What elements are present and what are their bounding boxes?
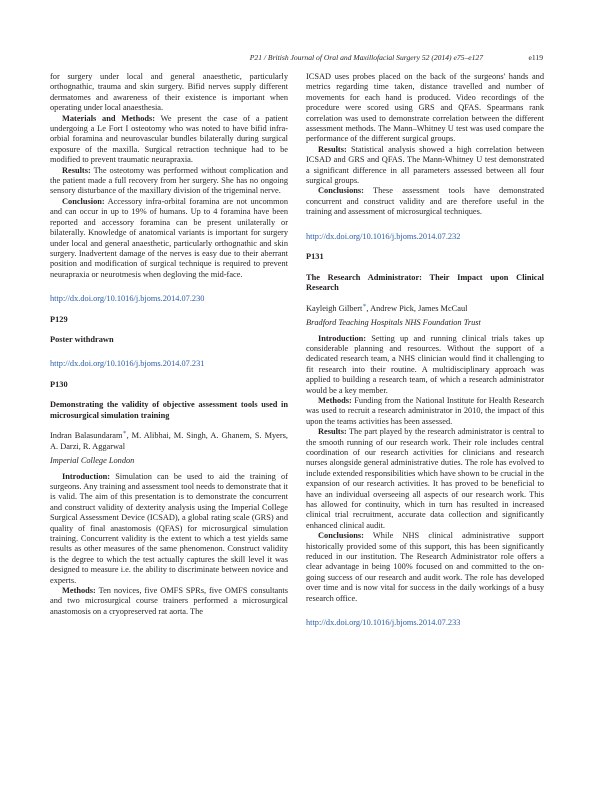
section-text: Funding from the National Institute for Health Research was used to recruit a research administrator in 2010, the impact of this upon the teams activities has been assessed. (306, 395, 544, 426)
section-label: Conclusions: (318, 186, 364, 196)
section-label: Conclusions: (318, 531, 364, 541)
affiliation: Bradford Teaching Hospitals NHS Foundation Trust (306, 318, 481, 328)
results-paragraph (306, 145, 544, 187)
author-names-rest: , Andrew Pick, James McCaul (366, 303, 468, 313)
author-names-rest: , M. Alibhai, M. Singh, A. Ghanem, S. Myers, A. Darzi, R. Aggarwal (50, 431, 288, 451)
section-text: The part played by the research administrator is central to the smooth running of our research work. Their role includes central coordination of our research activities for clinicians and research nurses alongside general administrative duties. The role has evolved to include extended responsibilities which have shown to be crucial in the expansion of our research activities. It has proved to be beneficial to have an individual overseeing all aspects of our research work. This has allowed for continuity, which in turn has resulted in increased clinical trial recruitment, accurate data collection and significantly enhanced clinical audit. (306, 427, 544, 530)
section-text: The osteotomy was performed without complication and the patient made a full recovery from her surgery. She has no ongoing sensory disturbance of the maxillary division of the trigeminal nerve. (50, 165, 288, 196)
section-label: Methods: (62, 586, 96, 596)
corresponding-author-mark[interactable]: ∗ (122, 430, 127, 437)
abstract-title: Demonstrating the validity of objective assessment tools used in microsurgical simulation training (50, 400, 288, 420)
methods-paragraph (306, 396, 544, 427)
section-text: Ten novices, five OMFS SPRs, five OMFS consultants and two microsurgical course trainers performed a microsurgical anastomosis on a cryopreserved rat aorta. The (50, 586, 288, 616)
author-list (50, 431, 288, 452)
author-name[interactable]: Indran Balasundaram (50, 431, 123, 441)
right-column (306, 72, 544, 638)
results-paragraph (306, 427, 544, 531)
conclusion-paragraph (50, 197, 288, 280)
running-header (50, 53, 543, 67)
corresponding-author-mark[interactable]: ∗ (362, 302, 367, 309)
section-text: Setting up and running clinical trials takes up considerable planning and resources. Without the support of a dedicated research team, a NHS clinician would find it challenging to fit research into their routine. A multidisciplinary approach was applied to building a research team, of which a research administrator would be a key member. (306, 333, 544, 395)
left-column (50, 72, 288, 617)
section-text: Statistical analysis showed a high correlation between ICSAD and GRS and QFAS. The Mann-Whitney U test demonstrated a significant difference in all parameters assessed between all four surgical groups. (306, 144, 544, 186)
conclusions-paragraph (306, 531, 544, 604)
section-text: These assessment tools have demonstrated concurrent and construct validity and are therefore useful in the training and assessment of microsurgical techniques. (306, 186, 544, 217)
section-label: Conclusion: (62, 196, 105, 206)
abstract-id: P130 (50, 379, 68, 389)
doi-link[interactable]: http://dx.doi.org/10.1016/j.bjoms.2014.07.232 (306, 231, 461, 241)
doi-link[interactable]: http://dx.doi.org/10.1016/j.bjoms.2014.07.233 (306, 618, 461, 628)
abstract-id: P129 (50, 314, 68, 324)
page-number: e119 (528, 53, 543, 62)
abstract-title: Poster withdrawn (50, 334, 114, 344)
section-label: Materials and Methods: (62, 113, 156, 123)
section-text: Accessory infra-orbital foramina are not uncommon and can occur in up to 19% of humans. Up to 4 foramina have been reported and accessory foramina can be present unilaterally or bilaterally. Knowledge of anatomical variants is important for surgery under local and general anaesthetic, particularly orthognathic and skin surgery. Inadvertent damage of the nerves is easy due to their aberrant position and modification of surgical technique is required to prevent neurapraxia or neurotmesis when degloving the mid-face. (50, 196, 288, 279)
methods-paragraph (50, 586, 288, 617)
section-text: We present the case of a patient undergoing a Le Fort I osteotomy who was noted to have bifid infra-orbial foramina and neurovascular bundles bilaterally during surgical exposure of the maxilla. Surgical retraction technique had to be modified to prevent traumatic neurapraxia. (50, 113, 288, 165)
author-list (306, 304, 544, 314)
section-label: Results: (318, 427, 347, 437)
conclusions-paragraph (306, 186, 544, 217)
section-label: Results: (318, 144, 347, 154)
materials-methods-paragraph (50, 114, 288, 166)
section-label: Introduction: (62, 471, 111, 481)
section-label: Results: (62, 165, 91, 175)
section-text: Simulation can be used to aid the training of surgeons. Any training and assessment tool needs to demonstrate that it is valid. The aim of this presentation is to demonstrate the concurrent and construct validity of dexterity analysis using the Imperial College Surgical Assessment Device (ICSAD), a global rating scale (GRS) and quality of final anastomosis (QFAS) for microsurgical simulation training. Concurrent validity is the extent to which a test yields same results as other measures of the same phenomenon. Construct validity is the degree to which the test actually captures the skill level it was designed to measure i.e. the ability to discriminate between novice and experts. (50, 471, 288, 585)
methods-continued: ICSAD uses probes placed on the back of the surgeons' hands and metrics regarding time taken, distance travelled and number of movements for each hand is produced. Video recordings of the procedure were scored using GRS and QFAS. Spearmans rank correlation was used to demonstrate correlation between the different assessment methods. The Mann–Whitney U test was used compare the performance of the different surgical groups. (306, 72, 544, 144)
section-label: Methods: (318, 395, 352, 405)
abstract-id: P131 (306, 252, 324, 262)
introduction-paragraph (50, 472, 288, 586)
doi-link[interactable]: http://dx.doi.org/10.1016/j.bjoms.2014.07.231 (50, 359, 205, 369)
author-name[interactable]: Kayleigh Gilbert (306, 303, 363, 313)
abstract-title: The Research Administrator: Their Impact upon Clinical Research (306, 272, 544, 293)
doi-link[interactable]: http://dx.doi.org/10.1016/j.bjoms.2014.07.230 (50, 294, 205, 304)
section-label: Introduction: (318, 333, 367, 343)
results-paragraph (50, 166, 288, 197)
journal-citation: P21 / British Journal of Oral and Maxillofacial Surgery 52 (2014) e75–e127 (249, 53, 483, 62)
affiliation: Imperial College London (50, 456, 135, 466)
introduction-paragraph (306, 334, 544, 396)
abstract-continued-intro: for surgery under local and general anaesthetic, particularly orthognathic, trauma and skin surgery. Bifid nerves supply different dermatomes and awareness of their existence is important when operating under local anaesthesia. (50, 72, 288, 113)
section-text: While NHS clinical administrative support historically provided some of this support, this has been significantly reduced in our institution. The Research Administrator role offers a clear advantage in being 100% focused on and committed to the on-going success of our research and audit work. The role has developed over time and is now vital for success in the daily workings of a busy research office. (306, 531, 544, 603)
